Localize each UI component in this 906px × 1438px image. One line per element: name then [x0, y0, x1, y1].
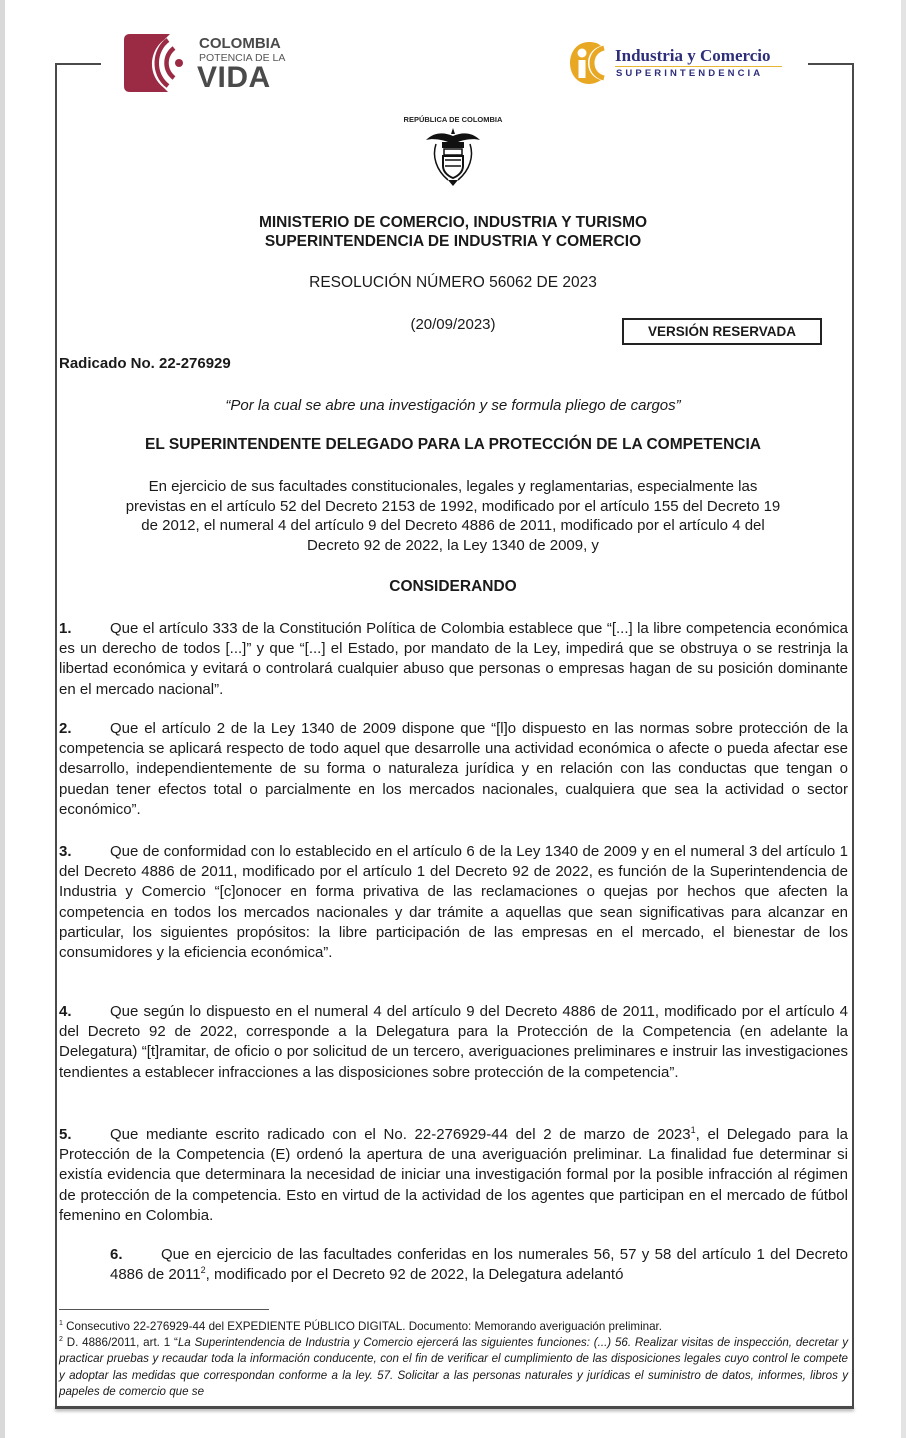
radicado-number: Radicado No. 22-276929 — [59, 355, 231, 372]
republica-de-colombia-label: REPÚBLICA DE COLOMBIA — [403, 115, 503, 124]
colombia-potencia-de-la-vida-logo — [124, 34, 294, 94]
version-reservada-badge: VERSIÓN RESERVADA — [622, 318, 822, 345]
considerando-paragraph-4 — [59, 1002, 848, 1083]
footnote-2 — [59, 1335, 848, 1400]
footnote-marker: 2 — [59, 1336, 63, 1344]
footnote-1 — [59, 1319, 848, 1335]
footnotes — [59, 1319, 848, 1400]
colombia-logo-icon — [124, 34, 184, 92]
preamble-line: de 2012, el numeral 4 del artículo 9 del Decreto 4886 de 2011, modificado por el artículo 4 del — [141, 517, 765, 535]
powers-preamble — [80, 477, 826, 555]
paragraph-number: 6. — [110, 1246, 123, 1263]
paragraph-number: 4. — [59, 1003, 72, 1020]
frame-border-left — [55, 63, 57, 1408]
paragraph-text: Que según lo dispuesto en el numeral 4 del artículo 9 del Decreto 4886 de 2011, modificado por el artículo 4 del Decreto 92 de 2022, corresponde a la Delegatura para la Protección de la Competencia (en adelante la Delegatura) “[t]ramitar, de oficio o por solicitud de un tercero, averiguaciones preliminares e instruir las investigaciones tendientes a establecer infracciones a las disposiciones sobre protección de la competencia”. — [59, 1003, 848, 1081]
paragraph-number: 1. — [59, 620, 72, 637]
paragraph-text: Que de conformidad con lo establecido en el artículo 6 de la Ley 1340 de 2009 y en el numeral 3 del artículo 1 del Decreto 4886 de 2011, modificado por el artículo 1 del Decreto 92 de 2022, es función de la Superintendencia de Industria y Comercio “[c]onocer en forma privativa de las reclamaciones o quejas por hechos que afecten la competencia en todos los mercados nacionales y dar trámite a aquellas que sean significativas para alcanzar en particular, los siguientes propósitos: la libre participación de las empresas en el mercado, el bienestar de los consumidores y la eficiencia económica”. — [59, 843, 848, 962]
colombia-logo-line2: POTENCIA DE LA — [199, 52, 286, 64]
paragraph-number: 3. — [59, 843, 72, 860]
paragraph-text: Que en ejercicio de las facultades conferidas en los numerales 56, 57 y 58 del artículo 1 del Decreto 4886 de 2011 — [110, 1246, 848, 1284]
considerando-paragraph-5 — [59, 1125, 848, 1226]
sic-logo-line1: Industria y Comercio — [615, 46, 771, 65]
paragraph-text-cont: , modificado por el Decreto 92 de 2022, la Delegatura adelantó — [205, 1266, 624, 1284]
footnote-text: Consecutivo 22-276929-44 del EXPEDIENTE PÚBLICO DIGITAL. Documento: Memorando averiguación preliminar. — [66, 1320, 662, 1333]
footnote-text: D. 4886/2011, art. 1 “ — [66, 1336, 178, 1350]
footnote-ref-1[interactable]: 1 — [690, 1125, 696, 1135]
paragraph-text: Que el artículo 333 de la Constitución Política de Colombia establece que “[...] la libre competencia económica es un derecho de todos [...]” y que “[...] el Estado, por mandato de la Ley, impedirá que se obstruya o se restrinja la libertad económica y evitará o controlará cualquier abuso que personas o empresas hagan de su posición dominante en el mercado nacional”. — [59, 620, 848, 698]
resolution-subject: “Por la cual se abre una investigación y se formula pliego de cargos” — [225, 397, 681, 414]
footnote-separator — [59, 1309, 269, 1310]
paragraph-text-cont: , el Delegado para la Protección de la Competencia (E) ordenó la apertura de una averiguación preliminar. La finalidad fue determinar si existía evidencia que determinara la necesidad de iniciar una investigación formal por la posible infracción al régimen de protección de la competencia. Esto en virtud de la actividad de los agentes que participan en el mercado de fútbol femenino en Colombia. — [59, 1126, 848, 1224]
resolution-date: (20/09/2023) — [410, 316, 496, 333]
sic-logo-line2: SUPERINTENDENCIA — [616, 68, 764, 79]
footnote-quote: La Superintendencia de Industria y Comercio ejercerá las siguientes funciones: (...) 56. Realizar visitas de inspección, decretar y practicar pruebas y recaudar toda la información conducente, con el fin de verificar el cumplimiento de las disposiciones legales cuyo control le compete y adoptar las medidas que correspondan conforme a la ley. 57. Solicitar a las personas naturales y jurídicas el suministro de datos, informes, libros y papeles de comercio que se — [59, 1336, 848, 1398]
ministry-heading — [0, 213, 906, 251]
footnote-marker: 1 — [59, 1320, 63, 1328]
frame-border-top-left — [55, 63, 101, 65]
preamble-line: previstas en el artículo 52 del Decreto 2153 de 1992, modificado por el artículo 155 del Decreto 19 — [125, 497, 781, 515]
resolution-number: RESOLUCIÓN NÚMERO 56062 DE 2023 — [309, 274, 597, 291]
coat-of-arms-icon — [424, 126, 482, 188]
frame-border-top-right — [808, 63, 854, 65]
frame-border-bottom — [55, 1406, 854, 1409]
considerando-paragraph-6 — [110, 1245, 848, 1285]
preamble-line: En ejercicio de sus facultades constitucionales, legales y reglamentarias, especialmente las — [148, 478, 758, 495]
superintendencia-industria-comercio-logo — [568, 40, 788, 90]
superintendent-heading: EL SUPERINTENDENTE DELEGADO PARA LA PROTECCIÓN DE LA COMPETENCIA — [144, 436, 762, 453]
considerando-heading: CONSIDERANDO — [389, 578, 517, 595]
considerando-paragraph-2 — [59, 719, 848, 820]
sic-logo-divider — [615, 66, 782, 67]
considerando-paragraph-1 — [59, 619, 848, 700]
ministry-line-1: MINISTERIO DE COMERCIO, INDUSTRIA Y TURISMO — [258, 214, 648, 231]
paragraph-number: 2. — [59, 720, 72, 737]
frame-border-right — [852, 63, 854, 1408]
paragraph-text: Que el artículo 2 de la Ley 1340 de 2009 dispone que “[l]o dispuesto en las normas sobre protección de la competencia se aplicará respecto de todo aquel que desarrolle una actividad económica o afecte o pueda afectar ese desarrollo, independientemente de su forma o naturaleza jurídica y en relación con las conductas que tengan o puedan tener efectos total o parcialmente en los mercados nacionales, cualquiera que sea la actividad o sector económico”. — [59, 720, 848, 818]
sic-logo-icon — [568, 40, 610, 86]
footnote-ref-2[interactable]: 2 — [200, 1265, 206, 1276]
considerando-paragraph-3 — [59, 842, 848, 963]
colombia-logo-line3: VIDA — [197, 61, 271, 94]
paragraph-number: 5. — [59, 1126, 72, 1143]
colombia-logo-line1: COLOMBIA — [199, 35, 281, 52]
preamble-line: Decreto 92 de 2022, la Ley 1340 de 2009, y — [307, 536, 599, 554]
ministry-line-2: SUPERINTENDENCIA DE INDUSTRIA Y COMERCIO — [264, 233, 642, 250]
paragraph-text: Que mediante escrito radicado con el No. 22-276929-44 del 2 de marzo de 2023 — [110, 1126, 691, 1143]
